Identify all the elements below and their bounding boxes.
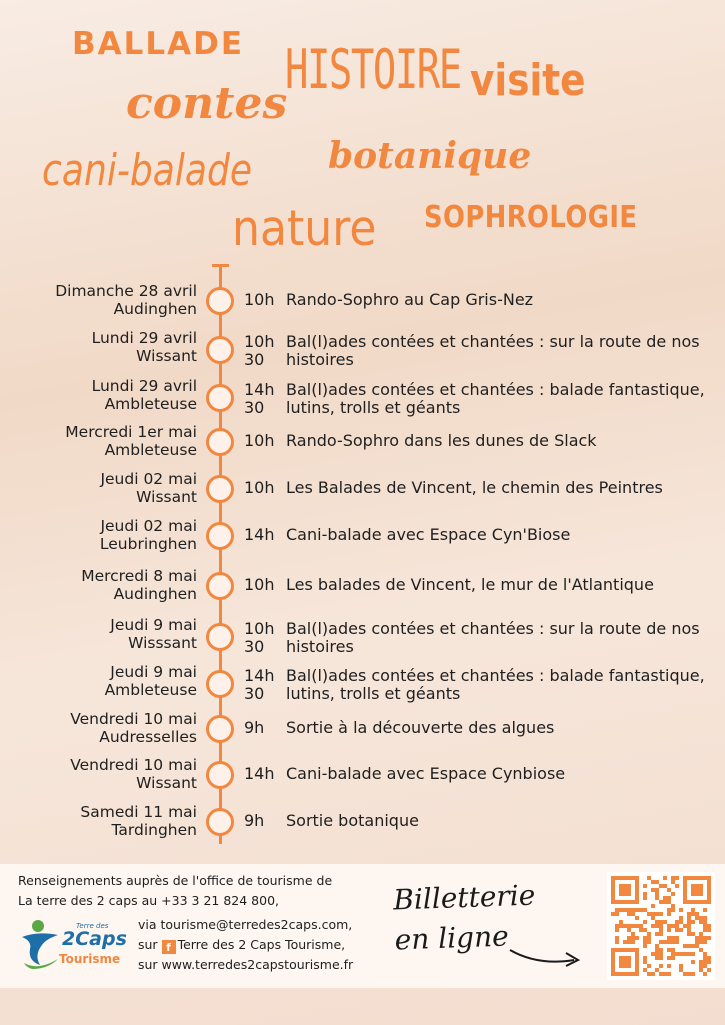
timeline-dot-icon xyxy=(206,808,234,836)
event-row xyxy=(0,616,725,660)
event-date-day: Jeudi 02 mai xyxy=(100,470,197,488)
event-date xyxy=(80,803,197,839)
event-time: 14h xyxy=(244,525,275,544)
event-row xyxy=(0,329,725,373)
event-title: Bal(l)ades contées et chantées : sur la route de nos histoires xyxy=(286,332,700,369)
event-row xyxy=(0,663,725,707)
event-place: Ambleteuse xyxy=(104,395,197,413)
arrow-icon xyxy=(508,944,584,968)
event-place: Wissant xyxy=(136,488,197,506)
event-row xyxy=(0,756,725,800)
timeline-dot-icon xyxy=(206,475,234,503)
facebook-prefix: sur xyxy=(138,937,158,952)
event-place: Wisssant xyxy=(128,634,197,652)
event-time: 14h 30 xyxy=(244,666,275,703)
event-date-day: Mercredi 1er mai xyxy=(65,423,197,441)
event-place: Wissant xyxy=(136,347,197,365)
terre-des-2-caps-logo xyxy=(18,919,133,971)
email-link[interactable]: via tourisme@terredes2caps.com, xyxy=(138,917,353,932)
event-date-day: Jeudi 02 mai xyxy=(100,517,197,535)
timeline-dot-icon xyxy=(206,336,234,364)
event-date-day: Jeudi 9 mai xyxy=(110,616,197,634)
event-row xyxy=(0,710,725,754)
qr-code-icon xyxy=(607,872,715,980)
logo-caps-text: 2Caps xyxy=(62,928,127,950)
event-time: 9h xyxy=(244,811,265,830)
event-title: Cani-balade avec Espace Cyn'Biose xyxy=(286,525,571,544)
logo-figure-icon xyxy=(18,919,64,971)
timeline-dot-icon xyxy=(206,384,234,412)
event-date-day: Jeudi 9 mai xyxy=(110,663,197,681)
event-date-day: Lundi 29 avril xyxy=(91,377,197,395)
event-date xyxy=(110,616,197,652)
event-date xyxy=(65,423,197,459)
event-row xyxy=(0,470,725,514)
event-title: Les Balades de Vincent, le chemin des Peintres xyxy=(286,478,663,497)
facebook-link[interactable] xyxy=(138,935,353,955)
info-text xyxy=(18,871,378,911)
timeline-dot-icon xyxy=(206,572,234,600)
event-date-day: Samedi 11 mai xyxy=(80,803,197,821)
timeline-dot-icon xyxy=(206,623,234,651)
word-ballade: BALLADE xyxy=(72,26,245,62)
event-title: Rando-Sophro au Cap Gris-Nez xyxy=(286,290,534,309)
event-time: 10h xyxy=(244,478,275,497)
event-row xyxy=(0,517,725,561)
word-contes: contes xyxy=(126,78,288,129)
event-date-day: Vendredi 10 mai xyxy=(70,756,197,774)
event-title: Sortie botanique xyxy=(286,811,419,830)
logo-tourisme-text: Tourisme xyxy=(59,952,121,966)
event-time: 14h 30 xyxy=(244,380,275,417)
event-place: Wissant xyxy=(136,774,197,792)
event-date-day: Lundi 29 avril xyxy=(91,329,197,347)
event-date-day: Mercredi 8 mai xyxy=(81,567,197,585)
website-link[interactable]: sur www.terredes2capstourisme.fr xyxy=(138,957,354,972)
event-date xyxy=(70,710,197,746)
event-date xyxy=(81,567,197,603)
logo-small-text: Terre des xyxy=(76,922,109,930)
event-place: Ambleteuse xyxy=(104,681,197,699)
word-sophrologie: SOPHROLOGIE xyxy=(424,200,638,235)
info-line-1: Renseignements auprès de l'office de tourisme de xyxy=(18,873,333,888)
event-title: Bal(l)ades contées et chantées : sur la route de nos histoires xyxy=(286,619,700,656)
event-date xyxy=(100,470,197,506)
event-time: 9h xyxy=(244,718,265,737)
info-line-2: La terre des 2 caps au +33 3 21 824 800, xyxy=(18,893,280,908)
event-date xyxy=(92,377,197,413)
event-title: Cani-balade avec Espace Cynbiose xyxy=(286,764,566,783)
event-place: Audinghen xyxy=(113,585,197,603)
timeline-dot-icon xyxy=(206,287,234,315)
qr-code[interactable] xyxy=(607,872,715,980)
timeline-dot-icon xyxy=(206,428,234,456)
event-time: 10h xyxy=(244,575,275,594)
event-title: Rando-Sophro dans les dunes de Slack xyxy=(286,431,597,450)
event-date xyxy=(100,517,197,553)
event-date-day: Vendredi 10 mai xyxy=(70,710,197,728)
word-visite: visite xyxy=(470,55,586,106)
event-title: Les balades de Vincent, le mur de l'Atlantique xyxy=(286,575,654,594)
event-time: 10h xyxy=(244,290,275,309)
event-place: Leubringhen xyxy=(99,535,197,553)
event-date-day: Dimanche 28 avril xyxy=(55,282,197,300)
event-row xyxy=(0,377,725,421)
event-place: Tardinghen xyxy=(111,821,197,839)
event-row xyxy=(0,803,725,847)
word-cani-balade: cani-balade xyxy=(42,145,253,196)
billetterie-line-1: Billetterie xyxy=(392,878,536,917)
event-place: Ambleteuse xyxy=(104,441,197,459)
timeline-dot-icon xyxy=(206,670,234,698)
word-histoire: HISTOIRE xyxy=(285,38,461,101)
event-time: 10h 30 xyxy=(244,332,275,369)
event-date xyxy=(55,282,197,318)
event-title: Bal(l)ades contées et chantées : balade fantastique, lutins, trolls et géants xyxy=(286,666,705,703)
event-place: Audresselles xyxy=(99,728,197,746)
event-row xyxy=(0,567,725,611)
timeline-dot-icon xyxy=(206,715,234,743)
contact-block xyxy=(138,915,353,975)
footer xyxy=(0,864,725,988)
event-time: 10h 30 xyxy=(244,619,275,656)
word-nature: nature xyxy=(232,200,377,257)
facebook-icon: f xyxy=(162,940,176,954)
event-row xyxy=(0,282,725,326)
timeline-dot-icon xyxy=(206,761,234,789)
facebook-text: Terre des 2 Caps Tourisme, xyxy=(177,937,346,952)
event-date xyxy=(105,663,197,699)
event-date xyxy=(92,329,197,365)
timeline-dot-icon xyxy=(206,522,234,550)
event-time: 10h xyxy=(244,431,275,450)
event-title: Sortie à la découverte des algues xyxy=(286,718,555,737)
event-row xyxy=(0,423,725,467)
event-date xyxy=(70,756,197,792)
word-botanique: botanique xyxy=(328,135,532,177)
billetterie-line-2: en ligne xyxy=(394,919,510,957)
event-title: Bal(l)ades contées et chantées : balade fantastique, lutins, trolls et géants xyxy=(286,380,705,417)
event-time: 14h xyxy=(244,764,275,783)
event-place: Audinghen xyxy=(113,300,197,318)
